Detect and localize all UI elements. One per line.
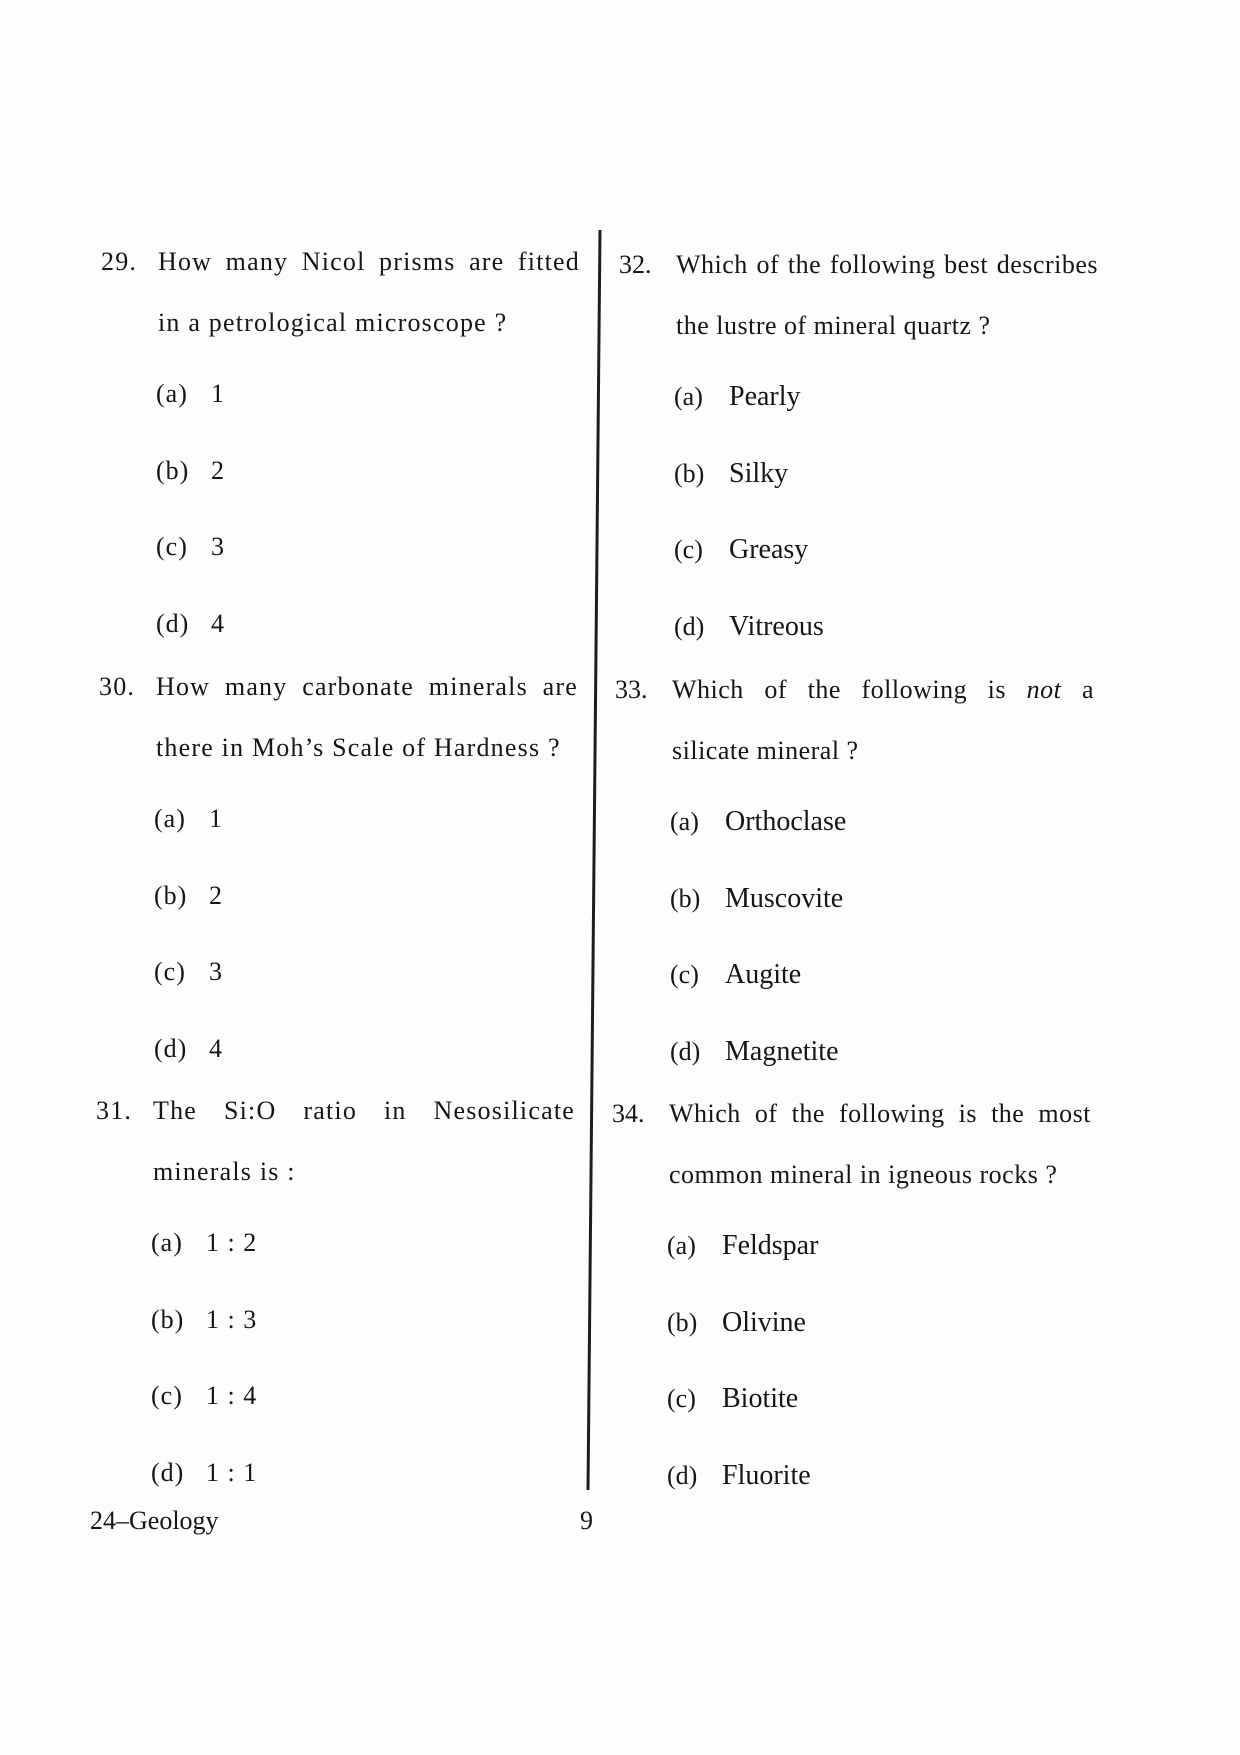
option-item: [151, 1207, 596, 1284]
option-item: [670, 939, 1115, 1016]
option-label: (a): [670, 807, 699, 836]
option-list: [156, 353, 601, 664]
option-text: Feldspar: [722, 1230, 819, 1261]
question-text-line: How many carbonate minerals are: [156, 672, 578, 701]
option-label: (d): [156, 608, 190, 638]
question-text-segment: Which of the following is: [672, 675, 1027, 704]
option-label: (a): [151, 1228, 183, 1257]
option-list: [667, 1205, 1112, 1516]
option-text: 1: [211, 379, 225, 408]
question-text-line: the lustre of mineral quartz ?: [676, 311, 991, 340]
option-item: [670, 786, 1115, 863]
question-number: 34.: [612, 1099, 645, 1128]
option-text: Silky: [729, 457, 789, 489]
question-number: 33.: [615, 675, 648, 704]
question-text-line: [672, 659, 1094, 720]
emphasized-word: not: [1026, 675, 1062, 704]
question-text-line: The Si:O ratio in Nesosilicate: [153, 1096, 575, 1125]
option-text: Olivine: [722, 1306, 806, 1338]
option-label: (a): [156, 379, 188, 408]
question-stem: [672, 659, 1115, 781]
option-item: [674, 514, 1119, 591]
option-text: Magnetite: [725, 1035, 839, 1067]
option-label: (b): [670, 883, 701, 913]
question-text-line: How many Nicol prisms are fitted: [158, 247, 580, 276]
question-text-line: Which of the following is the most: [669, 1099, 1091, 1128]
question-stem: [158, 231, 601, 353]
option-label: (d): [667, 1460, 698, 1490]
option-item: [156, 588, 601, 665]
option-text: Greasy: [729, 534, 809, 565]
option-label: (c): [156, 532, 188, 561]
page-number: 9: [580, 1506, 593, 1535]
option-item: [674, 438, 1119, 515]
question-stem: [676, 234, 1119, 356]
question-31: [96, 1080, 596, 1513]
option-text: 4: [211, 608, 225, 638]
option-text: 1: [209, 804, 223, 833]
question-stem: [669, 1083, 1112, 1205]
option-text: 3: [211, 532, 225, 561]
option-text: 1 : 4: [206, 1381, 258, 1410]
option-label: (d): [154, 1033, 188, 1063]
option-label: (d): [670, 1036, 701, 1066]
option-text: 1 : 1: [206, 1457, 258, 1487]
option-item: [156, 511, 601, 588]
option-label: (a): [674, 382, 703, 411]
question-number: 29.: [101, 247, 138, 276]
option-item: [674, 591, 1119, 668]
option-label: (d): [151, 1457, 185, 1487]
question-text-line: there in Moh’s Scale of Hardness ?: [156, 733, 561, 762]
option-text: 3: [209, 957, 223, 986]
option-text: Muscovite: [725, 882, 844, 914]
question-number: 32.: [619, 250, 652, 279]
option-list: [151, 1202, 596, 1513]
option-item: [667, 1210, 1112, 1287]
question-33: [615, 659, 1115, 1092]
option-item: [154, 1013, 599, 1090]
question-34: [612, 1083, 1112, 1516]
option-item: [151, 1284, 596, 1361]
option-text: 2: [211, 455, 225, 485]
option-label: (a): [667, 1231, 696, 1260]
question-number: 30.: [99, 672, 136, 701]
option-label: (c): [154, 957, 186, 986]
option-item: [154, 860, 599, 937]
option-text: Fluorite: [722, 1459, 811, 1491]
option-list: [154, 778, 599, 1089]
question-number: 31.: [96, 1096, 133, 1125]
option-text: 4: [209, 1033, 223, 1063]
option-item: [156, 435, 601, 512]
option-label: (b): [154, 880, 188, 910]
option-item: [156, 358, 601, 435]
question-text-segment: a: [1061, 675, 1094, 704]
question-30: [99, 656, 599, 1089]
option-text: Vitreous: [729, 610, 824, 642]
option-label: (c): [667, 1384, 696, 1413]
option-label: (c): [670, 960, 699, 989]
option-item: [667, 1440, 1112, 1517]
option-label: (c): [151, 1381, 183, 1410]
option-label: (c): [674, 535, 703, 564]
question-stem: [156, 656, 599, 778]
option-list: [670, 781, 1115, 1092]
option-list: [674, 356, 1119, 667]
question-stem: [153, 1080, 596, 1202]
option-item: [670, 863, 1115, 940]
option-item: [670, 1016, 1115, 1093]
option-text: 1 : 2: [206, 1228, 258, 1257]
option-label: (b): [156, 455, 190, 485]
option-item: [667, 1363, 1112, 1440]
option-text: Orthoclase: [725, 806, 847, 837]
option-label: (a): [154, 804, 186, 833]
question-text-line: common mineral in igneous rocks ?: [669, 1160, 1058, 1189]
question-29: [101, 231, 601, 664]
option-text: Pearly: [729, 381, 801, 412]
footer-subject-code: 24–Geology: [90, 1506, 219, 1535]
option-label: (b): [667, 1307, 698, 1337]
option-item: [154, 783, 599, 860]
option-text: Augite: [725, 959, 802, 990]
option-item: [154, 936, 599, 1013]
option-item: [151, 1360, 596, 1437]
option-label: (b): [674, 458, 705, 488]
question-text-line: silicate mineral ?: [672, 736, 859, 765]
option-text: 2: [209, 880, 223, 910]
option-text: 1 : 3: [206, 1304, 258, 1334]
option-item: [667, 1287, 1112, 1364]
option-label: (b): [151, 1304, 185, 1334]
option-item: [674, 361, 1119, 438]
question-text-line: Which of the following best describes: [676, 250, 1098, 279]
question-32: [619, 234, 1119, 667]
question-text-line: minerals is :: [153, 1157, 296, 1186]
question-text-line: in a petrological microscope ?: [158, 308, 508, 337]
option-text: Biotite: [722, 1383, 799, 1414]
option-label: (d): [674, 611, 705, 641]
column-divider: [580, 220, 610, 1500]
